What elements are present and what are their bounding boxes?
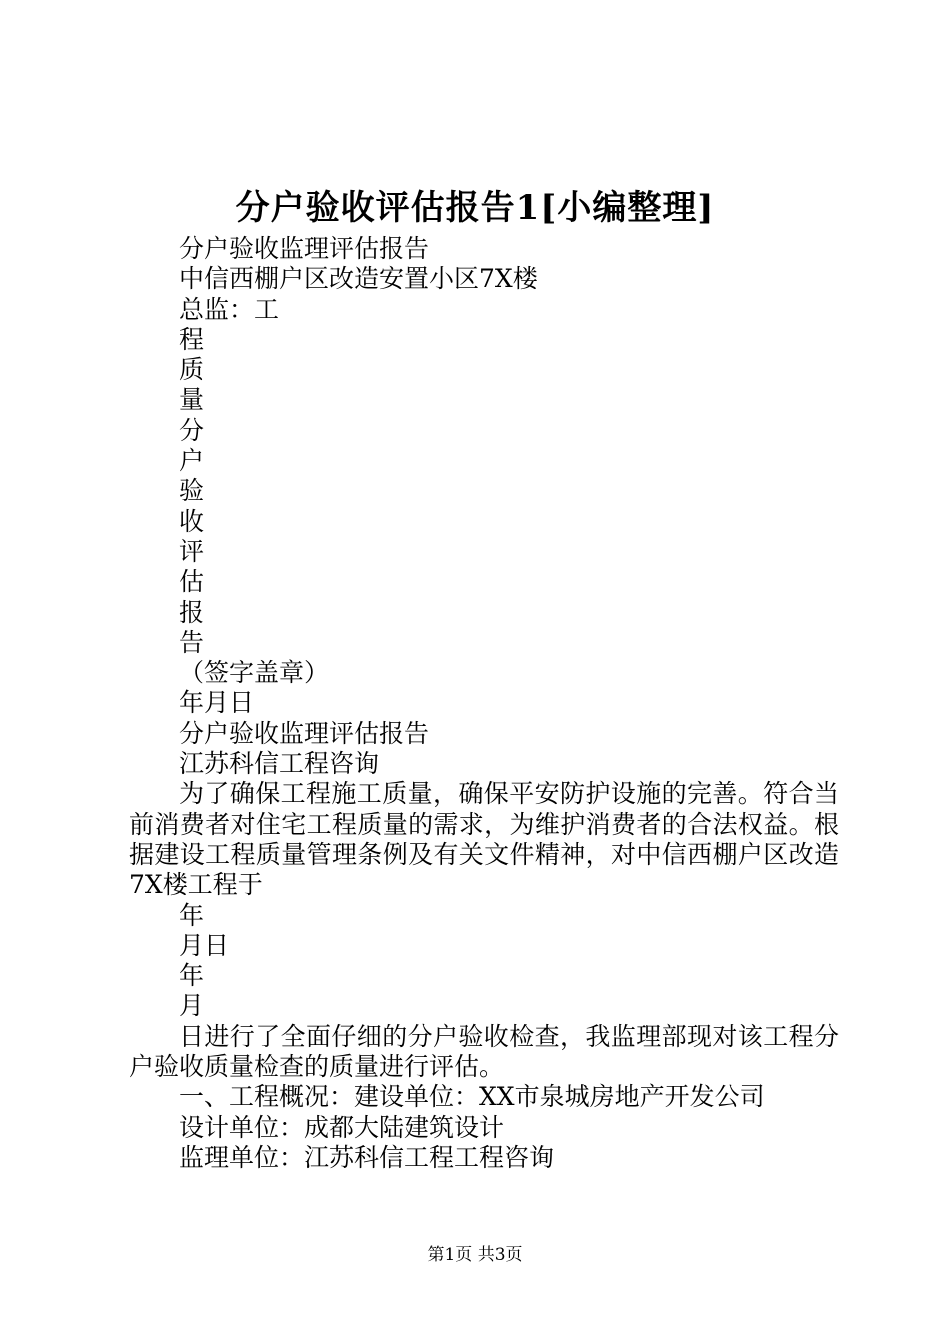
- text-line: 质: [179, 355, 205, 385]
- text-line: 月日: [179, 930, 230, 960]
- design-unit-line: 设计单位：成都大陆建筑设计: [179, 1112, 505, 1142]
- text-line: 告: [179, 627, 205, 657]
- document-body: [129, 234, 839, 1173]
- text-line: 估: [179, 567, 205, 597]
- text-line: 评: [179, 536, 205, 566]
- text-line: 收: [179, 506, 205, 536]
- company-line: 江苏科信工程咨询: [179, 749, 380, 779]
- text-line: 中信西棚户区改造安置小区7X楼: [179, 264, 538, 294]
- intro-paragraph: 为了确保工程施工质量，确保平安防护设施的完善。符合当前消费者对住宅工程质量的需求，为维护消费者的合法权益。根据建设工程质量管理条例及有关文件精神，对中信西棚户区改造7X楼工程于: [129, 779, 839, 900]
- supervision-unit-line: 监理单位：江苏科信工程工程咨询: [179, 1142, 555, 1172]
- text-line: 户: [179, 446, 205, 476]
- text-line: 分户验收监理评估报告: [179, 234, 430, 263]
- inspection-paragraph: 日进行了全面仔细的分户验收检查，我监理部现对该工程分户验收质量检查的质量进行评估。: [129, 1021, 839, 1082]
- text-line: 验: [179, 476, 205, 506]
- document-title: 分户验收评估报告1[小编整理]: [235, 188, 715, 228]
- report-heading: 分户验收监理评估报告: [179, 718, 430, 748]
- text-line: 年: [179, 961, 205, 991]
- text-line: 报: [179, 597, 205, 627]
- signature-note: （签字盖章）: [179, 658, 330, 688]
- text-line: 程: [179, 324, 205, 354]
- text-line: 量: [179, 385, 205, 415]
- text-line: 分: [179, 415, 205, 445]
- text-line: 年: [179, 900, 205, 930]
- text-line: 总监：工: [179, 294, 280, 324]
- project-overview-line: 一、工程概况：建设单位：XX市泉城房地产开发公司: [179, 1082, 765, 1112]
- date-line: 年月日: [179, 688, 255, 718]
- page-footer: 第1页 共3页: [427, 1245, 523, 1265]
- text-line: 月: [179, 991, 205, 1021]
